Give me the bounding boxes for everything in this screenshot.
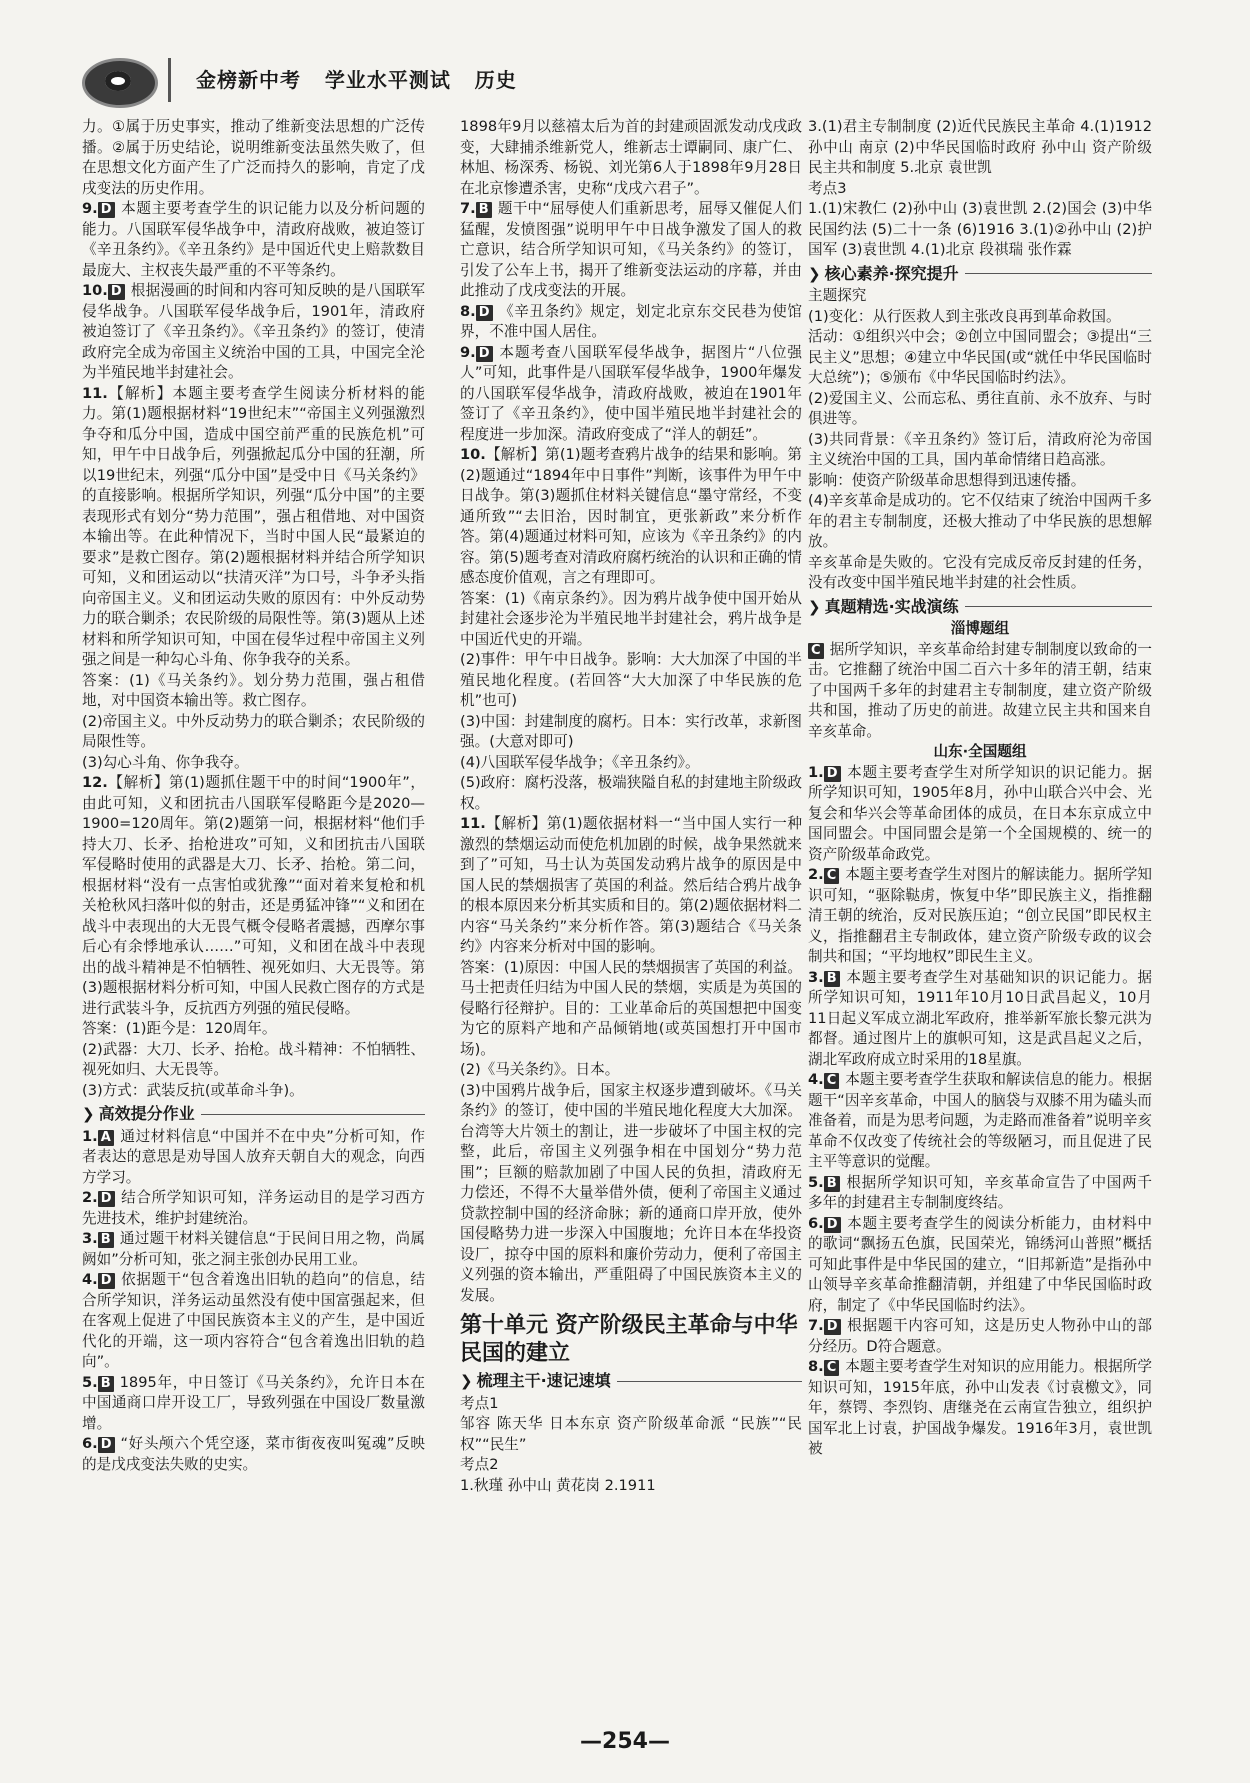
question-number: 12. <box>82 774 108 791</box>
answer-text: 1.秋瑾 孙中山 黄花岗 2.1911 <box>460 1476 656 1494</box>
answer-item <box>808 1070 1152 1173</box>
answer-item <box>808 865 1152 968</box>
column-left <box>82 117 425 1475</box>
answer-item <box>460 1060 802 1081</box>
answer-item <box>808 179 1152 200</box>
answer-text: 力。①属于历史事实，推动了维新变法思想的广泛传播。②属于历史结论，说明维新变法虽然失败了，但在思想文化方面产生了广泛而持久的影响，肯定了戊戌变法的历史作用。 <box>82 118 425 197</box>
answer-text: 根据漫画的时间和内容可知反映的是八国联军侵华战争。八国联军侵华战争后，1901年，清政府被迫签订了《辛丑条约》。《辛丑条约》的签订，使清政府完全成为帝国主义统治中国的工具，中国完全沦为半殖民地半封建社会。 <box>82 282 425 381</box>
question-number: 7. <box>460 200 476 217</box>
answer-text: 答案：(1)原因：中国人民的禁烟损害了英国的利益。马士把责任归结为中国人民的禁烟，实质是为英国的侵略行径辩护。目的：工业革命后的英国想把中国变为它的原料产地和产品倾销地(或英国想打开中国市场)。 <box>460 958 802 1058</box>
answer-item <box>82 1127 425 1189</box>
question-number: 1. <box>82 1127 98 1145</box>
section-rule <box>965 273 1152 274</box>
answer-text: 【解析】第(1)题依据材料一“当中国人实行一种激烈的禁烟运动而使危机加剧的时候，战争果然就来到了”可知，马士认为英国发动鸦片战争的原因是中国人民的禁烟损害了英国的利益。然后结合鸦片战争的根本原因来分析其实质和目的。第(2)题依据材料二内容“马关条约”来分析作答。第(3)题结合《马关条约》内容来分析对中国的影响。 <box>460 815 802 955</box>
question-number: 2. <box>808 866 824 883</box>
answer-text: 活动：①组织兴中会；②创立中国同盟会；③提出“三民主义”思想；④建立中华民国(或“就任中华民国临时大总统”)；⑤颁布《中华民国临时约法》。 <box>808 328 1152 386</box>
header-divider <box>168 58 171 102</box>
answer-item <box>82 1373 425 1435</box>
answer-item <box>808 327 1152 389</box>
answer-item <box>82 199 425 281</box>
answer-item <box>82 281 425 384</box>
answer-item <box>460 199 802 302</box>
section-title: 核心素养·探究提升 <box>824 263 959 283</box>
answer-text: (2)《马关条约》。日本。 <box>460 1061 620 1078</box>
answer-choice-box: D <box>824 1217 841 1233</box>
answer-choice-box: B <box>98 1376 114 1392</box>
section-rule <box>965 606 1152 607</box>
answer-text: 题干中“屈辱使人们重新思考，屈辱又催促人们猛醒，发愤图强”说明甲午中日战争激发了国人的救亡意识，结合所学知识可知，《马关条约》的签订，引发了公车上书，揭开了维新变法运动的序幕，并由此推动了戊戌变法的开展。 <box>460 200 802 299</box>
answer-text: 答案：(1)《马关条约》。划分势力范围，强占租借地，对中国资本输出等。救亡图存。 <box>82 671 425 709</box>
header-title: 金榜新中考 学业水平测试 历史 <box>196 68 517 92</box>
answer-text: 1.(1)宋教仁 (2)孙中山 (3)袁世凯 2.(2)国会 (3)中华民国约法 (5)二十一条 (6)1916 3.(1)②孙中山 (2)护国军 (3)袁世凯 4.(1)北京 段祺瑞 张作霖 <box>808 200 1152 258</box>
answer-item <box>460 1081 802 1307</box>
chevron-right-icon: ❯ <box>808 597 821 616</box>
question-number: 10. <box>82 282 108 299</box>
answer-choice-box: D <box>98 202 115 218</box>
answer-item <box>82 1434 425 1475</box>
answer-text: (2)武器：大刀、长矛、抬枪。战斗精神：不怕牺牲、视死如归、大无畏等。 <box>82 1040 425 1078</box>
answer-item <box>808 1316 1152 1357</box>
answer-item <box>460 1394 802 1415</box>
group-title: 山东·全国题组 <box>933 743 1027 760</box>
answer-item <box>808 491 1152 553</box>
answer-item <box>460 1414 802 1455</box>
answer-item <box>808 471 1152 492</box>
answer-item <box>460 117 802 199</box>
answer-text: 本题主要考查学生的识记能力以及分析问题的能力。八国联军侵华战争中，清政府战败，被迫签订《辛丑条约》。《辛丑条约》是中国近代史上赔款数目最庞大、主权丧失最严重的不平等条约。 <box>82 200 425 279</box>
answer-text: 主题探究 <box>808 287 867 304</box>
answer-item <box>808 763 1152 866</box>
question-number: 3. <box>82 1230 98 1247</box>
answer-text: (3)方式：武装反抗(或革命斗争)。 <box>82 1081 304 1099</box>
answer-text: 1895年，中日签订《马关条约》，允许日本在中国通商口岸开设工厂，导致列强在中国设厂数量激增。 <box>82 1373 425 1432</box>
answer-choice-box: D <box>824 1319 841 1335</box>
answer-text: (1)变化：从行医救人到主张改良再到革命救国。 <box>808 307 1121 325</box>
answer-text: 本题主要考查学生对知识的应用能力。根据所学知识可知，1915年底，孙中山发表《讨袁檄文》，同年，蔡锷、李烈钧、唐继尧在云南宣告独立，组织护国军北上讨袁，护国战争爆发。1916年3月，袁世凯被 <box>808 1358 1152 1457</box>
question-number: 2. <box>82 1189 98 1206</box>
answer-item <box>808 117 1152 179</box>
answer-text: 结合所学知识可知，洋务运动目的是学习西方先进技术，维护封建统治。 <box>82 1189 425 1227</box>
answer-item <box>460 773 802 814</box>
section-heading <box>808 264 1152 285</box>
answer-text: 考点3 <box>808 179 847 197</box>
answer-item <box>460 1476 802 1497</box>
answer-item <box>460 712 802 753</box>
chevron-right-icon: ❯ <box>82 1105 95 1123</box>
section-heading <box>82 1104 425 1125</box>
column-middle <box>460 117 802 1496</box>
answer-item <box>808 1173 1152 1214</box>
answer-text: (2)事件：甲午中日战争。影响：大大加深了中国的半殖民地化程度。(若回答“大大加深了中华民族的危机”也可) <box>460 651 802 709</box>
answer-choice-box: B <box>98 1232 114 1248</box>
answer-text: 1898年9月以慈禧太后为首的封建顽固派发动戊戌政变，大肆捕杀维新党人，维新志士谭嗣同、康广仁、林旭、杨深秀、杨锐、刘光第6人于1898年9月28日在北京惨遭杀害，史称“戊戌六君子”。 <box>460 118 802 197</box>
answer-text: 影响：使资产阶级革命思想得到迅速传播。 <box>808 471 1086 489</box>
answer-item <box>82 753 425 774</box>
question-number: 1. <box>808 763 824 781</box>
question-number: 8. <box>808 1358 824 1375</box>
question-number: 5. <box>82 1373 98 1391</box>
answer-choice-box: D <box>824 766 841 782</box>
answer-text: 【解析】本题主要考查学生阅读分析材料的能力。第(1)题根据材料“19世纪末”“帝国主义列强激烈争夺和瓜分中国，造成中国空前严重的民族危机”可知，甲午中日战争后，列强掀起瓜分中国的狂潮，所以19世纪末，列强“瓜分中国”是受中日《马关条约》的直接影响。根据所学知识，列强“瓜分中国”的主要表现形式有划分“势力范围”，强占租借地、对中国资本输出等。在此种情况下，当时中国人民“最紧迫的要求”是救亡图存。第(2)题根据材料并结合所学知识可知，义和团运动以“扶清灭洋”为口号，斗争矛头指向帝国主义。义和团运动失败的原因有：中外反动势力的联合剿杀；农民阶级的局限性等。第(3)题从上述材料和所学知识可知，中国在侵华过程中帝国主义列强之间是一种勾心斗角、你争我夺的关系。 <box>82 384 425 668</box>
answer-item <box>82 1188 425 1229</box>
answer-choice-box: B <box>824 1176 840 1192</box>
answer-text: 通过材料信息“中国并不在中央”分析可知，作者表达的意思是劝导国人放弃天朝自大的观念，向西方学习。 <box>82 1127 425 1186</box>
chevron-right-icon: ❯ <box>460 1372 473 1390</box>
answer-choice-box: D <box>476 346 493 362</box>
answer-text: 答案：(1)《南京条约》。因为鸦片战争使中国开始从封建社会逐步沦为半殖民地半封建社会，鸦片战争是中国近代史的开端。 <box>460 589 802 648</box>
answer-text: (4)八国联军侵华战争；《辛丑条约》。 <box>460 753 700 771</box>
answer-choice-box: D <box>476 305 493 321</box>
chevron-right-icon: ❯ <box>808 264 821 283</box>
answer-text: 本题主要考查学生获取和解读信息的能力。根据题干“因辛亥革命，中国人的脑袋与双膝不用为磕头而准备着，而是为思考问题，为走路而准备着”说明辛亥革命不仅改变了传统社会的等级陋习，而且促进了民主平等意识的觉醒。 <box>808 1071 1152 1170</box>
answer-item <box>460 589 802 651</box>
answer-item <box>808 430 1152 471</box>
answer-item <box>82 1019 425 1040</box>
answer-item <box>82 712 425 753</box>
answer-text: (3)中国：封建制度的腐朽。日本：实行改革，求新图强。(大意对即可) <box>460 712 802 750</box>
answer-text: 本题主要考查学生的阅读分析能力，由材料中的歌词“飘扬五色旗，民国荣光，锦绣河山普照”概括可知此事件是中华民国的建立，“旧邦新造”是指孙中山领导辛亥革命推翻清朝，并组建了中华民国临时政府，制定了《中华民国临时约法》。 <box>808 1214 1152 1314</box>
answer-choice-box: B <box>476 202 492 218</box>
answer-text: 根据所学知识可知，辛亥革命宣告了中国两千多年的封建君主专制制度终结。 <box>808 1173 1152 1211</box>
answer-text: (2)爱国主义、公而忘私、勇往直前、永不放弃、与时俱进等。 <box>808 389 1152 427</box>
answer-item <box>460 445 802 589</box>
section-rule <box>201 1114 425 1115</box>
answer-text: 本题主要考查学生对基础知识的识记能力。据所学知识可知，1911年10月10日武昌起义，10月11日起义军成立湖北军政府，推举新军旅长黎元洪为都督。通过图片上的旗帜可知，这是武昌起义之后，湖北军政府成立时采用的18星旗。 <box>808 968 1152 1068</box>
answer-item <box>460 753 802 774</box>
answer-choice-box: D <box>98 1191 115 1207</box>
answer-item <box>808 199 1152 261</box>
answer-choice-box: C <box>824 1073 840 1089</box>
answer-text: 本题考查八国联军侵华战争，据图片“八位强人”可知，此事件是八国联军侵华战争，1900年爆发的八国联军侵华战争，清政府战败，被迫在1901年签订了《辛丑条约》，使中国半殖民地半封建社会的程度进一步加深。清政府变成了“洋人的朝廷”。 <box>460 343 802 443</box>
question-number: 9. <box>460 343 476 361</box>
answer-item <box>460 302 802 343</box>
publisher-logo <box>82 58 158 108</box>
answer-choice-box: C <box>824 868 840 884</box>
answer-item <box>460 650 802 712</box>
answer-text: (2)帝国主义。中外反动势力的联合剿杀；农民阶级的局限性等。 <box>82 712 425 750</box>
answer-text: 通过题干材料关键信息“于民间日用之物，尚属阙如”分析可知，张之洞主张创办民用工业。 <box>82 1230 425 1268</box>
question-number: 11. <box>460 815 486 832</box>
answer-item <box>82 671 425 712</box>
section-heading <box>808 597 1152 618</box>
answer-choice-box: D <box>108 284 125 300</box>
answer-text: 考点1 <box>460 1394 499 1412</box>
answer-item <box>82 1081 425 1102</box>
answer-choice-box: B <box>824 971 840 987</box>
answer-text: 考点2 <box>460 1456 499 1473</box>
answer-item <box>82 773 425 1019</box>
answer-item <box>460 958 802 1061</box>
answer-text: (3)中国鸦片战争后，国家主权逐步遭到破坏。《马关条约》的签订，使中国的半殖民地化程度大大加深。台湾等大片领土的割让，进一步破坏了中国主权的完整，此后，帝国主义列强争相在中国划分“势力范围”；巨额的赔款加剧了中国人民的负担，清政府无力偿还，不得不大量举借外债，便利了帝国主义通过贷款控制中国的经济命脉；新的通商口岸开放，使外国侵略势力进一步深入中国腹地；允许日本在华投资设厂，掠夺中国的原料和廉价劳动力，便利了帝国主义列强的资本输出，严重阻碍了中国民族资本主义的发展。 <box>460 1081 802 1304</box>
answer-item <box>808 968 1152 1071</box>
answer-choice-box: C <box>808 643 824 659</box>
answer-text: (5)政府：腐朽没落，极端狭隘自私的封建地主阶级政权。 <box>460 774 802 812</box>
question-number: 6. <box>808 1214 824 1232</box>
section-heading <box>460 1371 802 1392</box>
answer-text: (3)勾心斗角、你争我夺。 <box>82 753 249 771</box>
question-number: 10. <box>460 446 486 463</box>
answer-item <box>808 640 1152 743</box>
section-rule <box>617 1381 802 1382</box>
question-number: 6. <box>82 1435 98 1452</box>
answer-text: 【解析】第(1)题抓住题干中的时间“1900年”，由此可知，义和团抗击八国联军侵略距今是2020—1900=120周年。第(2)题第一问，根据材料“他们手持大刀、长矛、抬枪进攻”可知，义和团抗击八国联军侵略时使用的武器是大刀、长矛、抬枪。第二问，根据材料“没有一点害怕或犹豫”“面对着来复枪和机关枪秋风扫落叶似的射击，还是勇猛冲锋”“义和团在战斗中表现出的大无畏气概令侵略者震撼，西摩尔事后心有余悸地承认……”可知，义和团在战斗中表现出的战斗精神是不怕牺牲、视死如归、大无畏等。第(3)题根据材料分析可知，中国人民救亡图存的方式是进行武装斗争，反抗西方列强的殖民侵略。 <box>82 774 425 1017</box>
question-number: 4. <box>808 1071 824 1088</box>
answer-item <box>82 1040 425 1081</box>
answer-item <box>460 1455 802 1476</box>
question-number: 7. <box>808 1317 824 1334</box>
answer-text: 3.(1)君主专制制度 (2)近代民族民主革命 4.(1)1912 孙中山 南京 (2)中华民国临时政府 孙中山 资产阶级 民主共和制度 5.北京 袁世凯 <box>808 118 1152 176</box>
answer-item <box>808 1357 1152 1460</box>
answer-text: 邹容 陈天华 日本东京 资产阶级革命派 “民族”“民权”“民生” <box>460 1415 802 1453</box>
question-number: 4. <box>82 1271 98 1288</box>
answer-choice-box: C <box>824 1360 840 1376</box>
answer-item <box>808 553 1152 594</box>
answer-item <box>808 286 1152 307</box>
answer-text: 答案：(1)距今是：120周年。 <box>82 1020 277 1037</box>
answer-text: 【解析】第(1)题考查鸦片战争的结果和影响。第(2)题通过“1894年中日事件”判断，该事件为甲午中日战争。第(3)题抓住材料关键信息“墨守常经，不变通所致”“去旧治，因时制宜，更张新政”来分析作答。第(4)题通过材料可知，应该为《辛丑条约》的内容。第(5)题考查对清政府腐朽统治的认识和正确的情感态度价值观，言之有理即可。 <box>460 446 802 586</box>
answer-text: 本题主要考查学生对所学知识的识记能力。据所学知识可知，1905年8月，孙中山联合兴中会、光复会和华兴会等革命团体的成员，在日本东京成立中国同盟会。中国同盟会是第一个全国规模的、统一的资产阶级革命政党。 <box>808 763 1152 863</box>
answer-text: (4)辛亥革命是成功的。它不仅结束了统治中国两千多年的君主专制制度，还极大推动了中华民族的思想解放。 <box>808 492 1152 550</box>
answer-item <box>460 814 802 958</box>
answer-item <box>82 117 425 199</box>
answer-item <box>82 1270 425 1373</box>
question-number: 3. <box>808 968 824 986</box>
question-number: 5. <box>808 1173 824 1191</box>
answer-text: (3)共同背景：《辛丑条约》签订后，清政府沦为帝国主义统治中国的工具，国内革命情绪日趋高涨。 <box>808 430 1152 468</box>
section-title: 梳理主干·速记速填 <box>476 1371 611 1390</box>
answer-item <box>82 1229 425 1270</box>
section-title: 高效提分作业 <box>98 1104 195 1123</box>
column-right <box>808 117 1152 1460</box>
group-title: 淄博题组 <box>950 620 1010 637</box>
page-number: —254— <box>580 1729 670 1754</box>
answer-text: 辛亥革命是失败的。它没有完成反帝反封建的任务，没有改变中国半殖民地半封建的社会性质。 <box>808 553 1152 591</box>
section-title: 真题精选·实战演练 <box>824 596 959 616</box>
question-number: 8. <box>460 302 476 320</box>
answer-choice-box: D <box>98 1273 115 1289</box>
answer-text: 据所学知识，辛亥革命给封建专制制度以致命的一击。它推翻了统治中国二百六十多年的清王朝，结束了中国两千多年的封建君主专制制度，建立资产阶级共和国，推动了历史的前进。故建立民主共和国来自辛亥革命。 <box>808 640 1152 740</box>
answer-text: 根据题干内容可知，这是历史人物孙中山的部分经历。D符合题意。 <box>808 1317 1152 1355</box>
unit-title: 第十单元 资产阶级民主革命与中华民国的建立 <box>460 1313 798 1366</box>
answer-text: 依据题干“包含着逸出旧轨的趋向”的信息，结合所学知识，洋务运动虽然没有使中国富强起来，但在客观上促进了中国民族资本主义的产生，是中国近代化的开端，这一项内容符合“包含着逸出旧轨的趋向”。 <box>82 1271 425 1370</box>
answer-text: 本题主要考查学生对图片的解读能力。据所学知识可知，“驱除鞑虏，恢复中华”即民族主义，指推翻清王朝的统治，反对民族压迫；“创立民国”即民权主义，指推翻君主专制政体，建立资产阶级专政的议会制共和国；“平均地权”即民生主义。 <box>808 866 1152 965</box>
question-number: 9. <box>82 200 98 217</box>
answer-item <box>808 389 1152 430</box>
answer-text: 《辛丑条约》规定，划定北京东交民巷为使馆界，不准中国人居住。 <box>460 302 802 340</box>
answer-choice-box: A <box>98 1130 114 1146</box>
answer-choice-box: D <box>98 1437 115 1453</box>
answer-item <box>808 1214 1152 1317</box>
question-number: 11. <box>82 384 108 402</box>
answer-item <box>460 343 802 446</box>
page-header <box>78 52 1188 110</box>
answer-item <box>808 307 1152 328</box>
answer-text: “好头颅六个凭空逐，菜市街夜夜叫冤魂”反映的是戊戌变法失败的史实。 <box>82 1435 425 1473</box>
answer-item <box>82 384 425 671</box>
